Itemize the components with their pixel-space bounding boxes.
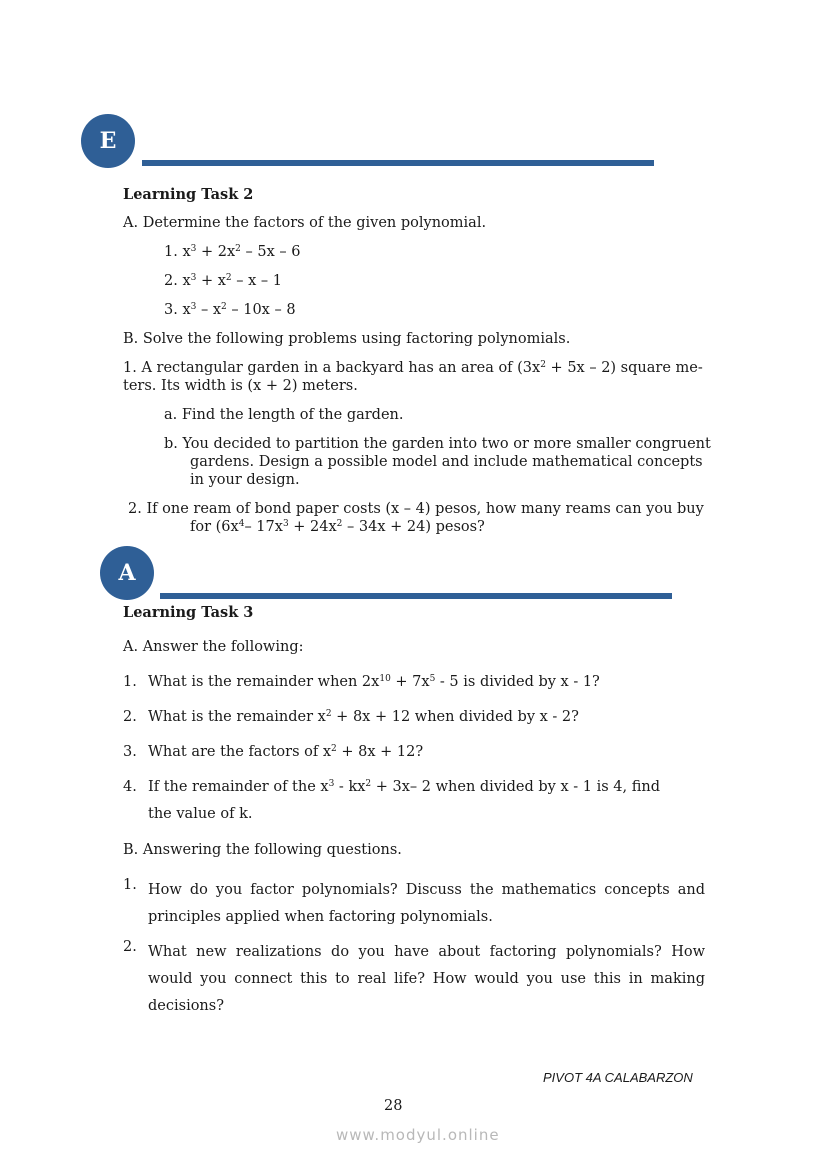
problem-1-sub-b-line-1: b. You decided to partition the garden into two or more smaller congruent bbox=[164, 436, 711, 452]
question-1-num: 1. bbox=[123, 674, 137, 690]
reflection-1-num: 1. bbox=[123, 877, 137, 893]
watermark: www.modyul.online bbox=[336, 1126, 500, 1144]
question-1: What is the remainder when $2x^{10} + 7x^5 - 5$ is divided by x - 1? bbox=[148, 674, 600, 690]
task-title-3: Learning Task 3 bbox=[123, 604, 254, 621]
part-b-answer-instruction: B. Answering the following questions. bbox=[123, 842, 402, 858]
footer-label: PIVOT 4A CALABARZON bbox=[543, 1070, 693, 1085]
reflection-1: How do you factor polynomials? Discuss the mathematics concepts and principles applied when factoring polynomials. bbox=[148, 882, 705, 925]
page-number: 28 bbox=[384, 1098, 403, 1114]
question-4-num: 4. bbox=[123, 779, 137, 795]
problem-1-line-2: ters. Its width is (x + 2) meters. bbox=[123, 378, 358, 394]
task-title-2: Learning Task 2 bbox=[123, 186, 254, 203]
section-badge-e: E bbox=[81, 114, 135, 168]
problem-1-sub-b-line-2: gardens. Design a possible model and include mathematical concepts bbox=[190, 454, 703, 470]
polynomial-2: 2. $x^3 + x^2 - x - 1$ bbox=[164, 273, 282, 289]
problem-2-line-1: 2. If one ream of bond paper costs (x – 4) pesos, how many reams can you buy bbox=[128, 501, 704, 517]
reflection-2-num: 2. bbox=[123, 939, 137, 955]
reflection-2: What new realizations do you have about factoring polynomials? How would you connect this to real life? How would you use this in making decisions? bbox=[148, 944, 705, 1014]
problem-2-line-2: for ($6x^4-$ $17x^3 + 24x^2 - 34x + 24$) pesos? bbox=[190, 519, 485, 535]
part-a-instruction: A. Determine the factors of the given polynomial. bbox=[123, 215, 487, 231]
polynomial-1: 1. $x^3 + 2x^2 - 5x - 6$ bbox=[164, 244, 301, 260]
question-4-line-2: the value of k. bbox=[148, 806, 253, 822]
question-2-num: 2. bbox=[123, 709, 137, 725]
part-b-instruction: B. Solve the following problems using factoring polynomials. bbox=[123, 331, 571, 347]
problem-1-line-1: 1. A rectangular garden in a backyard has an area of $(3x^2 + 5x - 2)$ square me- bbox=[123, 360, 703, 376]
question-2: What is the remainder $x^2 + 8x + 12$ when divided by x - 2? bbox=[148, 709, 579, 725]
section-badge-a: A bbox=[100, 546, 154, 600]
part-a-answer-instruction: A. Answer the following: bbox=[123, 639, 304, 655]
problem-1-sub-a: a. Find the length of the garden. bbox=[164, 407, 404, 423]
problem-1-sub-b-line-3: in your design. bbox=[190, 472, 300, 488]
section-divider-a bbox=[160, 593, 672, 599]
question-3: What are the factors of $x^2 + 8x + 12$? bbox=[148, 744, 424, 760]
question-3-num: 3. bbox=[123, 744, 137, 760]
question-4: If the remainder of the $x^3 - kx^2 + 3x-$ 2 when divided by x - 1 is 4, find bbox=[148, 779, 661, 795]
polynomial-3: 3. $x^3 - x^2 - 10x - 8$ bbox=[164, 302, 296, 318]
section-divider-e bbox=[142, 160, 654, 166]
